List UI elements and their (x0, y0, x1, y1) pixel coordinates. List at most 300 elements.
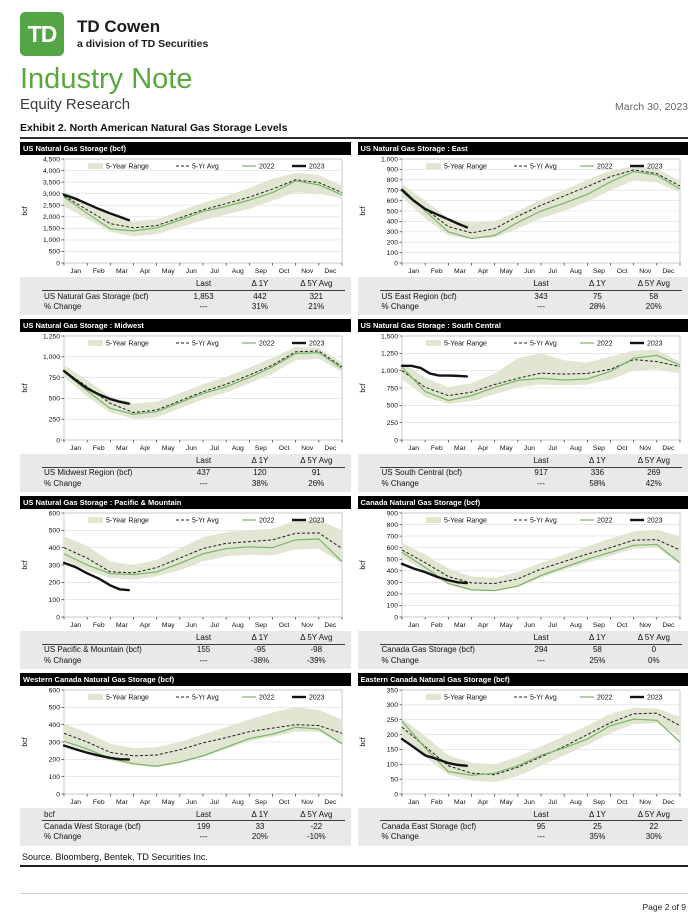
value-delta-5y-avg: 22 (649, 821, 659, 831)
svg-text:400: 400 (48, 721, 60, 729)
row-label: Canada East Storage (bcf) (381, 821, 477, 831)
value-last: 917 (534, 468, 548, 478)
chart-title-bar (20, 673, 351, 686)
table-row-values (380, 644, 683, 655)
value-delta-5y-avg: 0 (651, 645, 657, 655)
svg-text:Jan: Jan (407, 622, 419, 629)
svg-text:400: 400 (386, 568, 398, 576)
svg-text:Jan: Jan (70, 622, 82, 629)
col-header-delta-5y-avg: Δ 5Y Avg (626, 279, 682, 290)
svg-text:Feb: Feb (92, 622, 105, 629)
svg-text:Sep: Sep (254, 798, 267, 806)
svg-text:200: 200 (48, 756, 60, 764)
svg-text:Mar: Mar (116, 622, 128, 629)
svg-text:May: May (161, 268, 175, 276)
svg-text:200: 200 (386, 239, 398, 247)
value-delta-5y-avg: -98 (310, 645, 323, 655)
svg-text:Jul: Jul (547, 268, 557, 276)
report-date: March 30, 2023 (615, 101, 688, 114)
svg-text:Feb: Feb (92, 268, 105, 276)
svg-text:Nov: Nov (301, 798, 314, 806)
svg-text:1,000: 1,000 (380, 368, 398, 376)
svg-text:Feb: Feb (430, 622, 443, 629)
svg-text:Dec: Dec (661, 798, 674, 806)
table-row-values (42, 821, 345, 832)
table-header-row (42, 633, 345, 644)
value-delta-1y: 336 (590, 468, 605, 478)
svg-text:0: 0 (56, 791, 60, 799)
svg-text:Apr: Apr (477, 445, 488, 453)
svg-text:Feb: Feb (430, 798, 443, 806)
svg-text:100: 100 (48, 596, 60, 604)
svg-text:Apr: Apr (139, 622, 151, 629)
svg-text:2023: 2023 (309, 694, 325, 702)
svg-text:200: 200 (48, 579, 60, 587)
svg-text:50: 50 (389, 776, 398, 784)
svg-text:2022: 2022 (259, 163, 275, 171)
value-delta-5y-avg: -22 (310, 821, 323, 831)
svg-text:5-Yr Avg: 5-Yr Avg (529, 163, 557, 171)
svg-text:Nov: Nov (301, 445, 314, 453)
svg-text:5-Yr Avg: 5-Yr Avg (529, 340, 557, 348)
table-row-pct-change (380, 832, 683, 843)
pct-change-label: % Change (44, 478, 82, 488)
pct-change-label: % Change (381, 478, 419, 488)
pct-delta-5y-avg: -10% (306, 832, 326, 842)
svg-text:4,500: 4,500 (42, 156, 60, 164)
svg-text:Feb: Feb (430, 268, 443, 276)
svg-text:Oct: Oct (616, 268, 627, 276)
chart-title-bar (20, 496, 351, 509)
table-corner-label: bcf (42, 810, 175, 821)
chart-panel (358, 673, 689, 846)
table-header-row (42, 810, 345, 821)
svg-text:Jun: Jun (185, 445, 197, 453)
svg-text:750: 750 (386, 385, 398, 393)
chart-summary-table (380, 633, 683, 666)
col-header-delta-1y: Δ 1Y (232, 810, 288, 821)
svg-text:1,500: 1,500 (380, 333, 398, 341)
svg-text:May: May (499, 268, 513, 276)
value-last: 437 (196, 468, 211, 478)
chart-table-wrap (20, 808, 351, 846)
pct-delta-5y-avg: -39% (306, 655, 326, 665)
svg-text:5-Yr Avg: 5-Yr Avg (529, 517, 557, 525)
pct-last: --- (537, 655, 546, 665)
svg-text:Mar: Mar (453, 445, 466, 453)
table-header-row (42, 456, 345, 467)
svg-text:Oct: Oct (278, 798, 290, 806)
svg-text:300: 300 (386, 229, 398, 237)
svg-text:250: 250 (386, 420, 398, 428)
svg-text:Mar: Mar (453, 268, 466, 276)
brand-text (77, 12, 208, 50)
svg-text:600: 600 (386, 198, 398, 206)
svg-text:2022: 2022 (259, 694, 275, 702)
svg-text:Jul: Jul (210, 798, 219, 806)
pct-delta-1y: -38% (250, 655, 270, 665)
pct-change-label: % Change (381, 302, 419, 312)
svg-text:700: 700 (386, 187, 398, 195)
table-row-values (42, 291, 345, 302)
svg-text:Jul: Jul (210, 268, 219, 276)
svg-text:2023: 2023 (646, 517, 663, 525)
chart-panel (358, 142, 689, 315)
svg-text:0: 0 (393, 614, 398, 622)
svg-text:bcf: bcf (22, 560, 29, 570)
pct-delta-1y: 28% (589, 302, 606, 312)
footer-divider (20, 893, 688, 894)
svg-text:2023: 2023 (646, 340, 663, 348)
pct-delta-5y-avg: 42% (645, 478, 662, 488)
col-header-delta-1y: Δ 1Y (232, 633, 288, 644)
svg-text:May: May (161, 798, 175, 806)
chart-panel (20, 496, 351, 669)
table-header-row (380, 633, 683, 644)
svg-text:Feb: Feb (430, 445, 443, 453)
svg-text:Oct: Oct (616, 622, 627, 629)
row-label: Canada West Storage (bcf) (44, 821, 141, 831)
svg-text:5-Year Range: 5-Year Range (106, 340, 149, 348)
svg-text:Sep: Sep (592, 798, 605, 806)
svg-text:Aug: Aug (231, 798, 244, 806)
svg-text:Dec: Dec (324, 798, 337, 806)
chart-title-bar (358, 319, 689, 332)
pct-delta-5y-avg: 21% (308, 302, 325, 312)
chart-title: US Natural Gas Storage : South Central (360, 321, 501, 331)
svg-text:2022: 2022 (596, 694, 613, 702)
svg-text:Oct: Oct (616, 445, 627, 453)
col-header-delta-5y-avg: Δ 5Y Avg (288, 279, 344, 290)
svg-text:1,000: 1,000 (42, 237, 60, 245)
chart-canvas (20, 155, 351, 277)
table-row-pct-change (42, 302, 345, 313)
svg-text:Jul: Jul (210, 445, 219, 453)
col-header-delta-5y-avg: Δ 5Y Avg (626, 633, 682, 644)
value-last: 155 (196, 645, 211, 655)
svg-text:600: 600 (48, 687, 60, 695)
svg-text:200: 200 (386, 731, 398, 739)
svg-text:500: 500 (48, 527, 60, 535)
svg-text:bcf: bcf (22, 737, 29, 747)
svg-text:350: 350 (386, 687, 398, 695)
svg-text:Nov: Nov (638, 268, 651, 276)
svg-text:2022: 2022 (596, 340, 613, 348)
svg-text:Apr: Apr (477, 268, 488, 276)
chart-summary-table (42, 456, 345, 489)
svg-text:Apr: Apr (139, 268, 151, 276)
svg-text:2023: 2023 (309, 517, 325, 525)
svg-text:Dec: Dec (324, 445, 337, 453)
chart-title-bar (358, 496, 689, 509)
pct-delta-5y-avg: 26% (308, 478, 325, 488)
svg-text:500: 500 (48, 249, 60, 257)
svg-text:Sep: Sep (254, 268, 267, 276)
chart-table-wrap (358, 808, 689, 846)
svg-text:5-Yr Avg: 5-Yr Avg (192, 694, 219, 702)
svg-text:2023: 2023 (309, 163, 325, 171)
svg-text:200: 200 (386, 591, 398, 599)
chart-table-wrap (20, 277, 351, 315)
svg-text:Jan: Jan (407, 798, 419, 806)
chart-table-wrap (358, 631, 689, 669)
source-line: Source. Bloomberg, Bentek, TD Securities Inc. (20, 848, 688, 867)
table-row-pct-change (380, 655, 683, 666)
svg-text:bcf: bcf (359, 206, 367, 217)
svg-text:May: May (161, 622, 175, 629)
svg-text:Jun: Jun (185, 798, 197, 806)
pct-delta-1y: 35% (589, 832, 606, 842)
svg-text:2022: 2022 (596, 517, 613, 525)
svg-text:400: 400 (48, 544, 60, 552)
table-corner-label (380, 456, 513, 467)
svg-text:Mar: Mar (116, 445, 128, 453)
col-header-last: Last (513, 456, 569, 467)
td-logo (20, 12, 64, 56)
chart-panel (20, 142, 351, 315)
chart-panel (20, 673, 351, 846)
table-corner-label (42, 279, 175, 290)
svg-text:Apr: Apr (477, 798, 488, 806)
page-number: Page 2 of 9 (642, 901, 686, 912)
table-header-row (380, 810, 683, 821)
svg-text:May: May (499, 622, 513, 629)
row-label: US Midwest Region (bcf) (44, 468, 133, 478)
pct-last: --- (537, 302, 546, 312)
svg-text:3,000: 3,000 (42, 191, 60, 199)
table-row-pct-change (380, 302, 683, 313)
pct-last: --- (199, 655, 208, 665)
svg-text:Nov: Nov (301, 268, 314, 276)
value-last: 95 (536, 821, 546, 831)
svg-text:500: 500 (48, 704, 60, 712)
col-header-delta-1y: Δ 1Y (232, 279, 288, 290)
pct-change-label: % Change (44, 832, 82, 842)
svg-text:Jun: Jun (185, 622, 197, 629)
chart-title: US Natural Gas Storage : Midwest (23, 321, 144, 331)
col-header-delta-1y: Δ 1Y (232, 456, 288, 467)
table-row-pct-change (42, 655, 345, 666)
svg-text:900: 900 (386, 167, 398, 175)
svg-text:2023: 2023 (646, 694, 663, 702)
chart-title-bar (20, 319, 351, 332)
col-header-delta-1y: Δ 1Y (569, 633, 625, 644)
svg-text:2022: 2022 (259, 340, 275, 348)
svg-text:Jan: Jan (70, 798, 82, 806)
svg-text:0: 0 (56, 437, 60, 445)
svg-text:Nov: Nov (638, 798, 651, 806)
svg-text:Nov: Nov (638, 445, 651, 453)
svg-text:500: 500 (48, 395, 60, 403)
svg-text:Apr: Apr (139, 445, 151, 453)
chart-table-wrap (358, 454, 689, 492)
col-header-delta-5y-avg: Δ 5Y Avg (626, 810, 682, 821)
col-header-last: Last (175, 456, 231, 467)
table-row-values (380, 821, 683, 832)
svg-text:100: 100 (48, 773, 60, 781)
svg-text:300: 300 (48, 739, 60, 747)
table-corner-label (380, 279, 513, 290)
pct-change-label: % Change (44, 655, 82, 665)
svg-text:5-Year Range: 5-Year Range (443, 694, 487, 702)
svg-text:Jul: Jul (210, 622, 219, 629)
svg-text:1,250: 1,250 (42, 333, 60, 341)
chart-canvas (20, 332, 351, 454)
col-header-last: Last (175, 633, 231, 644)
chart-canvas (20, 686, 351, 808)
pct-delta-1y: 31% (251, 302, 268, 312)
value-delta-5y-avg: 58 (649, 291, 659, 301)
svg-text:Mar: Mar (116, 798, 128, 806)
svg-text:0: 0 (393, 260, 398, 268)
svg-text:May: May (161, 445, 175, 453)
svg-text:Jul: Jul (547, 622, 557, 629)
svg-text:Feb: Feb (92, 798, 105, 806)
svg-text:700: 700 (386, 533, 398, 541)
svg-text:Aug: Aug (231, 445, 244, 453)
table-corner-label (42, 633, 175, 644)
svg-text:Feb: Feb (92, 445, 105, 453)
svg-text:5-Year Range: 5-Year Range (106, 163, 149, 171)
svg-text:Sep: Sep (254, 622, 267, 629)
col-header-delta-5y-avg: Δ 5Y Avg (626, 456, 682, 467)
svg-text:bcf: bcf (359, 383, 367, 393)
svg-text:bcf: bcf (22, 206, 29, 217)
chart-title: Eastern Canada Natural Gas Storage (bcf) (360, 674, 510, 684)
col-header-delta-1y: Δ 1Y (569, 279, 625, 290)
svg-text:100: 100 (386, 761, 398, 769)
svg-text:2022: 2022 (596, 163, 613, 171)
svg-text:3,500: 3,500 (42, 179, 60, 187)
svg-text:0: 0 (393, 437, 398, 445)
chart-title: Western Canada Natural Gas Storage (bcf) (23, 674, 175, 684)
svg-text:Sep: Sep (592, 445, 605, 453)
row-label: US Natural Gas Storage (bcf) (44, 291, 149, 301)
svg-text:bcf: bcf (22, 383, 29, 393)
svg-text:Dec: Dec (324, 622, 337, 629)
brand-subtitle: a division of TD Securities (77, 38, 209, 50)
svg-text:300: 300 (48, 562, 60, 570)
svg-text:750: 750 (48, 375, 60, 383)
svg-text:250: 250 (48, 416, 60, 424)
chart-title-bar (358, 142, 689, 155)
svg-text:Jul: Jul (547, 445, 557, 453)
section-label: Equity Research (20, 96, 131, 114)
value-delta-5y-avg: 91 (311, 468, 321, 478)
table-header-row (380, 279, 683, 290)
table-corner-label (380, 810, 513, 821)
pct-change-label: % Change (381, 832, 419, 842)
chart-title-bar (358, 673, 689, 686)
svg-text:150: 150 (386, 746, 398, 754)
pct-last: --- (199, 478, 208, 488)
svg-text:Nov: Nov (638, 622, 651, 629)
pct-last: --- (537, 478, 546, 488)
svg-text:5-Yr Avg: 5-Yr Avg (529, 694, 557, 702)
col-header-delta-1y: Δ 1Y (569, 456, 625, 467)
value-delta-5y-avg: 269 (647, 468, 661, 478)
doc-type-title: Industry Note (20, 63, 193, 95)
svg-text:Nov: Nov (301, 622, 314, 629)
chart-canvas (358, 509, 689, 631)
svg-text:Oct: Oct (278, 622, 290, 629)
exhibit-title: Exhibit 2. North American Natural Gas Storage Levels (20, 122, 688, 139)
svg-text:Aug: Aug (569, 445, 582, 453)
svg-text:5-Year Range: 5-Year Range (106, 694, 149, 702)
col-header-last: Last (175, 810, 231, 821)
pct-delta-5y-avg: 20% (645, 302, 662, 312)
col-header-delta-5y-avg: Δ 5Y Avg (288, 810, 344, 821)
svg-text:5-Yr Avg: 5-Yr Avg (192, 163, 219, 171)
svg-text:500: 500 (386, 402, 398, 410)
svg-text:Jun: Jun (523, 622, 535, 629)
svg-text:Sep: Sep (592, 622, 605, 629)
pct-delta-1y: 38% (251, 478, 268, 488)
svg-text:Sep: Sep (254, 445, 267, 453)
svg-text:300: 300 (386, 579, 398, 587)
col-header-last: Last (513, 810, 569, 821)
svg-text:100: 100 (386, 250, 398, 258)
svg-text:2,500: 2,500 (42, 202, 60, 210)
value-delta-1y: 25 (592, 821, 602, 831)
table-row-values (380, 467, 683, 478)
svg-text:May: May (499, 798, 513, 806)
charts-grid (20, 142, 688, 845)
chart-summary-table (42, 279, 345, 312)
table-row-pct-change (380, 478, 683, 489)
pct-last: --- (199, 302, 208, 312)
chart-title: US Natural Gas Storage : East (360, 144, 468, 154)
svg-text:5-Year Range: 5-Year Range (443, 517, 487, 525)
svg-text:1,000: 1,000 (42, 354, 60, 362)
pct-change-label: % Change (381, 655, 419, 665)
col-header-delta-5y-avg: Δ 5Y Avg (288, 633, 344, 644)
chart-table-wrap (20, 454, 351, 492)
row-label: US South Central (bcf) (381, 468, 462, 478)
chart-summary-table (380, 279, 683, 312)
svg-text:bcf: bcf (359, 560, 367, 570)
svg-text:Aug: Aug (569, 622, 582, 629)
svg-text:Jan: Jan (70, 445, 82, 453)
table-row-values (380, 291, 683, 302)
svg-text:0: 0 (56, 614, 60, 622)
value-delta-1y: -95 (254, 645, 266, 655)
chart-summary-table (42, 810, 345, 843)
svg-text:Oct: Oct (278, 445, 290, 453)
pct-delta-1y: 25% (589, 655, 606, 665)
table-row-pct-change (42, 478, 345, 489)
svg-text:2023: 2023 (309, 340, 325, 348)
svg-text:Aug: Aug (569, 798, 582, 806)
svg-text:Mar: Mar (116, 268, 128, 276)
value-delta-1y: 33 (255, 821, 265, 831)
svg-text:5-Yr Avg: 5-Yr Avg (192, 340, 219, 348)
svg-text:Aug: Aug (569, 268, 582, 276)
svg-text:300: 300 (386, 701, 398, 709)
svg-text:1,250: 1,250 (380, 350, 398, 358)
svg-text:250: 250 (386, 716, 398, 724)
value-last: 1,853 (193, 291, 214, 301)
svg-text:Mar: Mar (453, 798, 466, 806)
table-row-values (42, 467, 345, 478)
svg-text:0: 0 (56, 260, 60, 268)
svg-text:Dec: Dec (661, 622, 674, 629)
svg-text:1,500: 1,500 (42, 226, 60, 234)
value-last: 294 (534, 645, 548, 655)
svg-text:Dec: Dec (661, 445, 674, 453)
chart-table-wrap (358, 277, 689, 315)
svg-text:5-Year Range: 5-Year Range (443, 163, 487, 171)
